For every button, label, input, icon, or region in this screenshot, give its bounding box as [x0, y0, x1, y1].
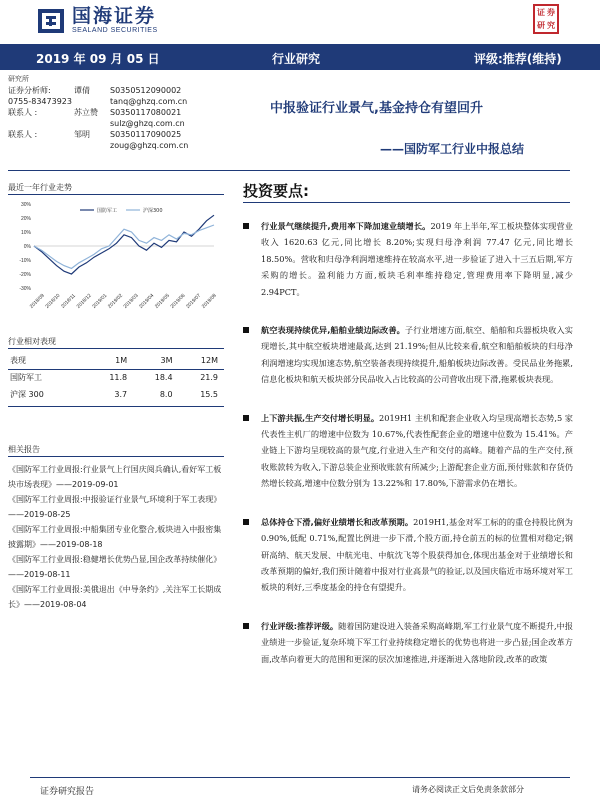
footer-disclaimer: 请务必阅读正文后免责条款部分	[412, 785, 524, 794]
table-row: 沪深 300 3.7 8.0 15.5	[10, 390, 218, 399]
report-link[interactable]: 《国防军工行业周报:美俄退出《中导条约》,关注军工长期成长》——2019-08-04	[8, 585, 222, 609]
institute-label: 研究所	[8, 75, 29, 83]
divider	[243, 202, 570, 203]
x-tick-label: 2019/05	[153, 292, 171, 310]
trend-chart-label: 最近一年行业走势	[8, 183, 72, 192]
trend-chart-svg	[10, 196, 220, 314]
industry-trend-chart	[10, 196, 220, 314]
divider	[8, 348, 224, 349]
analyst-row: 联系人 : 苏立赞 S0350117080021	[8, 108, 182, 117]
logo-cn-text: 国海证券	[72, 5, 157, 27]
analyst-row: 证券分析师: 谭倩 S0350512090002	[8, 86, 182, 95]
page-header	[0, 0, 600, 44]
investment-point: 行业景气继续提升,费用率下降加速业绩增长。2019 年上半年,军工板块整体实现营业收入 1620.63 亿元,同比增长 8.20%;实现归母净利润 77.47 亿元,同比增长 18.50%。营收和归母净利润增速维持在较高水平,进一步验证了进入十三五后期,军方采购的增长。盈利能力方面,板块毛利率维持稳定,管理费用率下降明显,减少 2.94PCT。	[243, 218, 573, 300]
page-footer	[0, 780, 600, 800]
table-row: 国防军工 11.8 18.4 21.9	[10, 373, 218, 383]
analyst-row: 0755-83473923 tanq@ghzq.com.cn	[8, 97, 188, 106]
footer-divider	[30, 777, 570, 778]
y-tick-label: 0%	[23, 244, 31, 250]
report-link[interactable]: 《国防军工行业周报:中报验证行业景气,环境利于军工表现》——2019-08-25	[8, 495, 222, 519]
report-date: 2019 年 09 月 05 日	[36, 52, 160, 66]
analyst-row: 联系人 : 邹明 S0350117090025	[8, 130, 182, 139]
bullet-icon	[243, 623, 249, 629]
report-rating: 评级:推荐(维持)	[474, 52, 562, 66]
investment-point: 总体持仓下滑,偏好业绩增长和改革预期。2019H1,基金对军工标的的重仓持股比例为 0.90%,低配 0.71%,配置比例进一步下滑,个股方面,持仓前五的标的位置相对稳定;钢研高纳、航天发展、中航光电、中航沈飞等个股获得加仓,体现出基金对于业绩增长和改革预期的偏好,我们预计随着中报对行业高景气的验证,以及国庆临近市场环境对军工板块的利好,三季度基金的持仓有望提升。	[243, 514, 573, 596]
x-tick-label: 2018/12	[75, 292, 93, 310]
analyst-email[interactable]: zoug@ghzq.com.cn	[110, 141, 189, 150]
y-tick-label: -30%	[19, 286, 31, 292]
report-link[interactable]: 《国防军工行业周报:行业景气上行国庆阅兵确认,看好军工板块市场表现》——2019-09-01	[8, 465, 222, 489]
footer-left-text: 证券研究报告	[40, 787, 95, 797]
x-tick-label: 2019/02	[106, 292, 124, 310]
company-logo	[38, 6, 158, 35]
perf-table	[8, 352, 224, 403]
bullet-icon	[243, 519, 249, 525]
divider	[8, 406, 224, 407]
x-tick-label: 2019/08	[200, 292, 218, 310]
y-tick-label: 10%	[20, 230, 31, 236]
investment-point: 航空表现持续优异,船舶业绩边际改善。子行业增速方面,航空、船舶和兵器板块收入实现增长,其中航空板块增速最高,达到 21.19%;但从比较来看,航空和船舶板块的归母净利润增速均实现加速态势,航空装备表现持续提升,船舶板块边际改善。受民品业务拖累,信息化板块和航天板块部分民品收入占比较高的公司营收出现下滑,拖累板块表现。	[243, 322, 573, 388]
x-tick-label: 2019/03	[122, 292, 140, 310]
analyst-info	[8, 74, 226, 151]
x-tick-label: 2019/01	[91, 292, 109, 310]
series-line	[34, 225, 214, 268]
y-tick-label: -20%	[19, 272, 31, 278]
table-header-row: 表现 1M 3M 12M	[8, 352, 224, 369]
y-tick-label: 30%	[20, 202, 31, 208]
perf-table-label: 行业相对表现	[8, 337, 56, 346]
legend-label: 沪深300	[143, 208, 163, 214]
report-main-title: 中报验证行业景气,基金持仓有望回升	[270, 101, 483, 116]
investment-points	[243, 218, 573, 667]
analyst-email[interactable]: sulz@ghzq.com.cn	[110, 119, 185, 128]
investment-point: 上下游共振,生产交付增长明显。2019H1 主机和配套企业收入均呈现高增长态势,5 家代表性主机厂的增速中位数为 10.67%,代表性配套企业的增速中位数为 15.41%。产业链上下游均呈现较高的景气度,行业进入生产和交付的高峰。随着产品的生产交付,预收账款转为收入,下游总装企业预收账款有所减少;上游配套企业方面,预付账款和存货仍然增长较高,增速中位数分别为 13.22%和 17.80%,下游需求仍在增长。	[243, 410, 573, 492]
analyst-email[interactable]: tanq@ghzq.com.cn	[110, 97, 188, 106]
x-tick-label: 2018/10	[44, 292, 62, 310]
report-link[interactable]: 《国防军工行业周报:稳健增长优势凸显,国企改革持续催化》——2019-08-11	[8, 555, 222, 579]
x-tick-label: 2019/06	[169, 292, 187, 310]
report-meta-band	[0, 44, 600, 70]
bullet-icon	[243, 223, 249, 229]
y-tick-label: 20%	[20, 216, 31, 222]
x-tick-label: 2019/07	[185, 292, 203, 310]
divider	[8, 456, 224, 457]
x-tick-label: 2018/11	[60, 292, 77, 310]
divider	[8, 194, 224, 195]
bullet-icon	[243, 415, 249, 421]
investment-heading: 投资要点:	[243, 182, 309, 200]
logo-en-text: SEALAND SECURITIES	[72, 27, 158, 34]
report-sector: 行业研究	[272, 52, 321, 66]
series-line	[34, 215, 214, 274]
related-reports-list	[8, 462, 226, 612]
y-tick-label: -10%	[19, 258, 31, 264]
x-tick-label: 2018/09	[28, 292, 46, 310]
bullet-icon	[243, 327, 249, 333]
research-stamp-icon: 证 券 研 究	[533, 4, 559, 34]
report-sub-title: ——国防军工行业中报总结	[380, 142, 525, 156]
logo-icon	[38, 7, 68, 35]
legend-label: 国防军工	[97, 208, 118, 214]
related-reports-label: 相关报告	[8, 445, 40, 454]
x-tick-label: 2019/04	[138, 292, 156, 310]
report-link[interactable]: 《国防军工行业周报:中船集团专业化整合,板块进入中报密集披露期》——2019-08-18	[8, 525, 222, 549]
investment-point: 行业评级:推荐评级。随着国防建设进入装备采购高峰期,军工行业景气度不断提升,中报业绩进一步验证,复杂环境下军工行业持续稳定增长的优势也将进一步凸显;国企改革方面,改革向着更大的范围和更深的层次加速推进,并逐渐进入落地阶段,改革的政策	[243, 618, 573, 667]
divider	[8, 170, 570, 171]
